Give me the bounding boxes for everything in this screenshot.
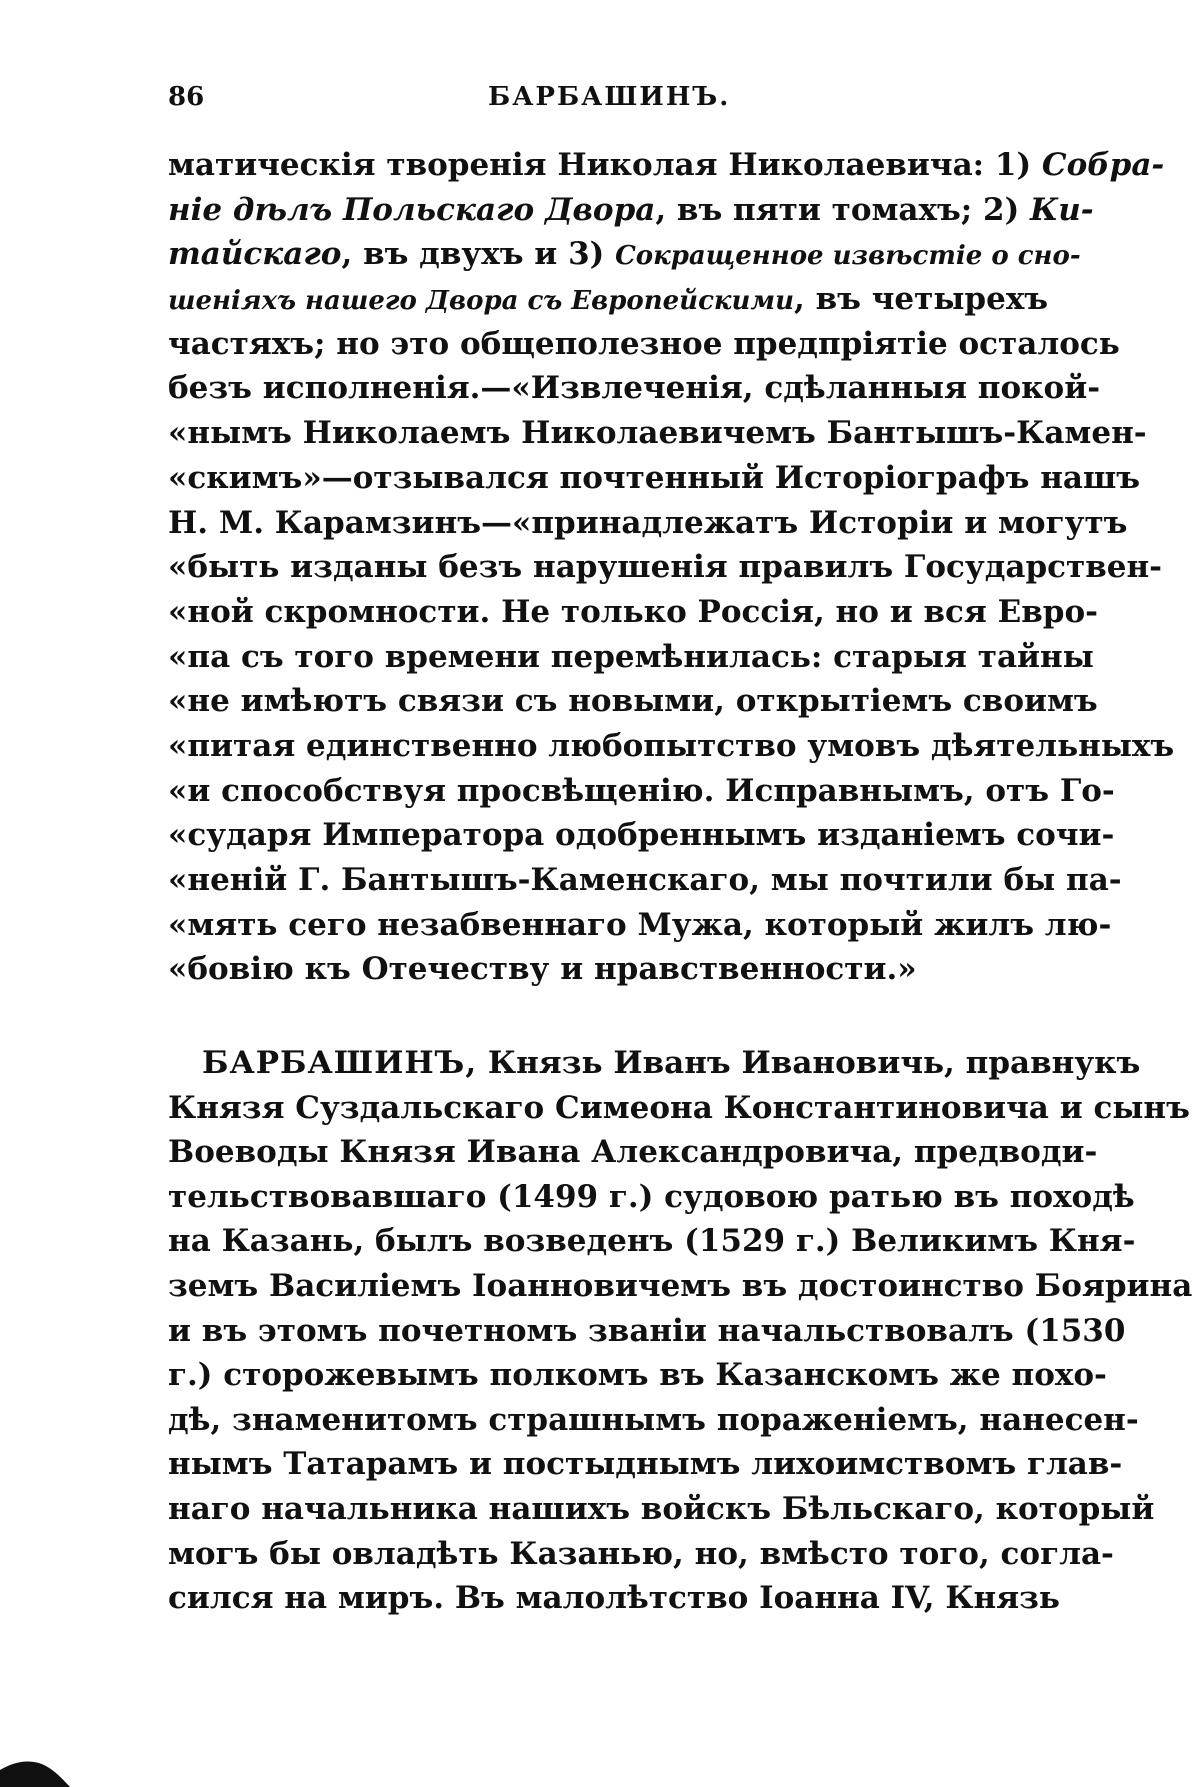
text-line: «быть изданы безъ нарушенія правилъ Государствен-	[168, 549, 1163, 586]
text-line: частяхъ; но это общеполезное предпріятіе осталось	[168, 325, 1120, 362]
text-line: «нымъ Николаемъ Николаевичемъ Бантышъ-Камен-	[168, 415, 1147, 452]
ink-blot-mark	[0, 1756, 70, 1787]
paragraph-1	[168, 143, 1175, 992]
italic-title: Собра-	[1041, 147, 1165, 183]
italic-title: ніе дѣлъ Польскаго Двора	[168, 191, 656, 228]
text-run: матическія творенія Николая Николаевича: 1)	[168, 147, 1042, 183]
text-run: , въ двухъ и 3)	[341, 236, 616, 273]
page-header	[168, 82, 1005, 122]
text-line: и въ этомъ почетномъ званіи начальствовалъ (1530	[168, 1312, 1126, 1349]
italic-title: Сокращенное извѣстіе о сно-	[615, 241, 1081, 272]
text-line: «скимъ»—отзывался почтенный Исторіографъ нашъ	[168, 459, 1141, 496]
text-line: могъ бы овладѣть Казанью, но, вмѣсто того, согла-	[168, 1535, 1114, 1572]
text-line: тельствовавшаго (1499 г.) судовою ратью въ походѣ	[168, 1178, 1135, 1215]
text-line: сился на миръ. Въ малолѣтство Іоанна IV, Князь	[168, 1580, 1060, 1617]
text-line: на Казань, былъ возведенъ (1529 г.) Великимъ Кня-	[168, 1223, 1136, 1260]
running-head: БАРБАШИНЪ.	[488, 82, 731, 112]
paragraph-2	[168, 1041, 1192, 1621]
text-line: дѣ, знаменитомъ страшнымъ пораженіемъ, нанесен-	[168, 1401, 1139, 1438]
italic-title: шеніяхъ нашего Двора съ Европейскими	[168, 286, 795, 317]
text-line: «неній Г. Бантышъ-Каменскаго, мы почтили бы па-	[168, 862, 1122, 898]
text-run: Князь Иванъ Ивановичь, правнукъ	[477, 1045, 1141, 1081]
text-line: нымъ Татарамъ и постыднымъ лихоимствомъ глав-	[168, 1446, 1123, 1483]
text-line	[168, 1041, 1141, 1086]
text-line: безъ исполненія.—«Извлеченія, сдѣланныя покой-	[168, 370, 1101, 407]
text-line: «питая единственно любопытство умовъ дѣятельныхъ	[168, 727, 1175, 764]
text-line: г.) сторожевымъ полкомъ въ Казанскомъ же похо-	[168, 1357, 1107, 1394]
text-line: наго начальника нашихъ войскъ Бѣльскаго, который	[168, 1490, 1155, 1527]
text-line	[168, 143, 1165, 188]
text-line: «ной скромности. Не только Россія, но и вся Евро-	[168, 593, 1098, 630]
text-run: , въ четырехъ	[794, 281, 1049, 318]
entry-heading: БАРБАШИНЪ,	[202, 1045, 478, 1081]
text-line: «не имѣютъ связи съ новыми, открытіемъ своимъ	[168, 683, 1098, 720]
text-line	[168, 232, 1081, 277]
text-line: «и способствуя просвѣщенію. Исправнымъ, отъ Го-	[168, 772, 1115, 809]
text-line: Н. М. Карамзинъ—«принадлежатъ Исторіи и могутъ	[168, 504, 1128, 541]
text-line: Воеводы Князя Ивана Александровича, предводи-	[168, 1134, 1098, 1171]
text-line: «бовію къ Отечеству и нравственности.»	[168, 951, 917, 988]
italic-title: Ки-	[1030, 191, 1094, 228]
text-line	[168, 188, 1094, 233]
text-line: «мять сего незабвеннаго Мужа, который жилъ лю-	[168, 906, 1112, 943]
text-run: , въ пяти томахъ; 2)	[655, 191, 1031, 228]
text-line: Князя Суздальскаго Симеона Константиновича и сынъ	[168, 1089, 1190, 1126]
text-line	[168, 277, 1049, 322]
text-line: «сударя Императора одобреннымъ изданіемъ сочи-	[168, 817, 1115, 854]
text-line: «па съ того времени перемѣнилась: старыя тайны	[168, 638, 1094, 675]
italic-title: тайскаго	[168, 236, 342, 273]
page-number: 86	[168, 82, 205, 112]
text-line: земъ Василіемъ Іоанновичемъ въ достоинство Боярина	[168, 1267, 1192, 1304]
